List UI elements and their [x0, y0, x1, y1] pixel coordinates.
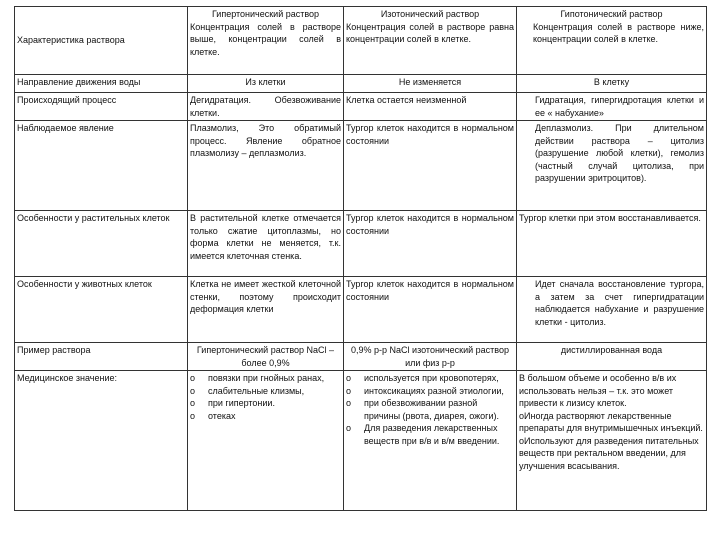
animal-label: Особенности у животных клеток — [15, 277, 188, 343]
characteristic-header: Характеристика раствора — [17, 35, 125, 46]
iso-header-cell — [344, 7, 517, 75]
medical-iso-list — [346, 372, 514, 447]
bullet-marker: o — [346, 398, 352, 408]
list-item-text: используется при кровопотерях, — [364, 373, 499, 383]
direction-label: Направление движения воды — [15, 75, 188, 93]
process-row — [15, 93, 707, 121]
plant-label: Особенности у растительных клеток — [15, 211, 188, 277]
process-iso: Клетка остается неизменной — [344, 93, 517, 121]
example-label: Пример раствора — [15, 343, 188, 371]
solutions-table — [14, 6, 707, 511]
bullet-marker: o — [346, 423, 352, 433]
plant-row — [15, 211, 707, 277]
hypo-title: Гипотонический раствор — [560, 9, 663, 19]
bullet-marker: o — [190, 385, 196, 396]
direction-iso: Не изменяется — [344, 75, 517, 93]
header-row — [15, 7, 707, 75]
phenomenon-row — [15, 121, 707, 211]
hyper-header-cell — [188, 7, 344, 75]
list-item — [190, 372, 341, 385]
hyper-title: Гипертонический раствор — [211, 9, 320, 19]
characteristic-header-cell — [15, 7, 188, 75]
list-item-text: повязки при гнойных ранах, — [208, 373, 325, 383]
hypo-desc: Концентрация солей в растворе ниже, концентрации солей в клетке. — [533, 21, 704, 44]
list-item — [190, 397, 341, 410]
plant-hypo: Тургор клетки при этом восстанавливается. — [517, 211, 707, 277]
animal-hyper: Клетка не имеет жесткой клеточной стенки, поэтому происходит деформация клетки — [188, 277, 344, 343]
medical-row — [15, 371, 707, 511]
example-hypo: дистиллированная вода — [517, 343, 707, 371]
phenomenon-hypo: Деплазмолиз. При длительном действии раствора – цитолиз (разрушение любой клетки), гемолиз (частный случай цитолиза, при разрушении эритроцитов). — [517, 121, 707, 211]
medical-label: Медицинское значение: — [15, 371, 188, 511]
example-hyper: Гипертонический раствор NaCl – более 0,9% — [188, 343, 344, 371]
animal-hypo: Идет сначала восстановление тургора, а затем за счет гипергидратации наблюдается набухание и разрушение клетки - цитолиз. — [517, 277, 707, 343]
list-item-text: отеках — [208, 410, 236, 421]
medical-hypo-line: В большом объеме и особенно в/в их использовать нельзя – т.к. это может привести к лизису клеток. — [519, 373, 677, 408]
list-item — [346, 372, 514, 385]
phenomenon-label: Наблюдаемое явление — [15, 121, 188, 211]
bullet-marker: o — [346, 385, 352, 396]
medical-hypo — [517, 371, 707, 511]
hypo-header-cell — [517, 7, 707, 75]
direction-hyper: Из клетки — [188, 75, 344, 93]
list-item — [190, 410, 341, 423]
medical-iso — [344, 371, 517, 511]
list-item — [346, 422, 514, 447]
list-item-text: при обезвоживании разной причины (рвота, диарея, ожоги). — [364, 398, 499, 421]
list-item-text: при гипертонии. — [208, 398, 275, 408]
example-iso: 0,9% р-р NaCl изотонический раствор или физ р-р — [344, 343, 517, 371]
medical-hypo-line: oИногда растворяют лекарственные препараты для внутримышечных инъекций. — [519, 410, 703, 433]
list-item — [346, 397, 514, 422]
medical-hyper — [188, 371, 344, 511]
direction-row — [15, 75, 707, 93]
process-label: Происходящий процесс — [15, 93, 188, 121]
plant-iso: Тургор клеток находится в нормальном состоянии — [344, 211, 517, 277]
phenomenon-hyper: Плазмолиз, Это обратимый процесс. Явление обратное плазмолизу – деплазмолиз. — [188, 121, 344, 211]
iso-title: Изотонический раствор — [380, 9, 480, 19]
list-item-text: Для разведения лекарственных веществ при в/в и в/м введении. — [364, 423, 500, 446]
bullet-marker: o — [190, 398, 196, 408]
process-hyper: Дегидратация. Обезвоживание клетки. — [188, 93, 344, 121]
medical-hypo-line: oИспользуют для разведения питательных веществ при ректальном введении, для улучшения всасывания. — [519, 435, 699, 471]
hyper-desc: Концентрация солей в растворе выше, концентрации солей в клетке. — [190, 21, 341, 57]
example-row — [15, 343, 707, 371]
bullet-marker: o — [190, 410, 196, 421]
list-item-text: интоксикациях разной этиологии, — [364, 385, 504, 396]
list-item-text: слабительные клизмы, — [208, 385, 305, 396]
bullet-marker: o — [190, 373, 196, 383]
list-item — [346, 385, 514, 398]
plant-hyper: В растительной клетке отмечается только сжатие цитоплазмы, но форма клетки не меняется, т.к. имеется клеточная стенка. — [188, 211, 344, 277]
animal-row — [15, 277, 707, 343]
bullet-marker: o — [346, 373, 352, 383]
medical-hyper-list — [190, 372, 341, 422]
direction-hypo: В клетку — [517, 75, 707, 93]
process-hypo: Гидратация, гипергидротация клетки и ее « набухание» — [517, 93, 707, 121]
animal-iso: Тургор клеток находится в нормальном состоянии — [344, 277, 517, 343]
phenomenon-iso: Тургор клеток находится в нормальном состоянии — [344, 121, 517, 211]
iso-desc: Концентрация солей в растворе равна концентрации солей в клетке. — [346, 21, 514, 44]
list-item — [190, 385, 341, 398]
